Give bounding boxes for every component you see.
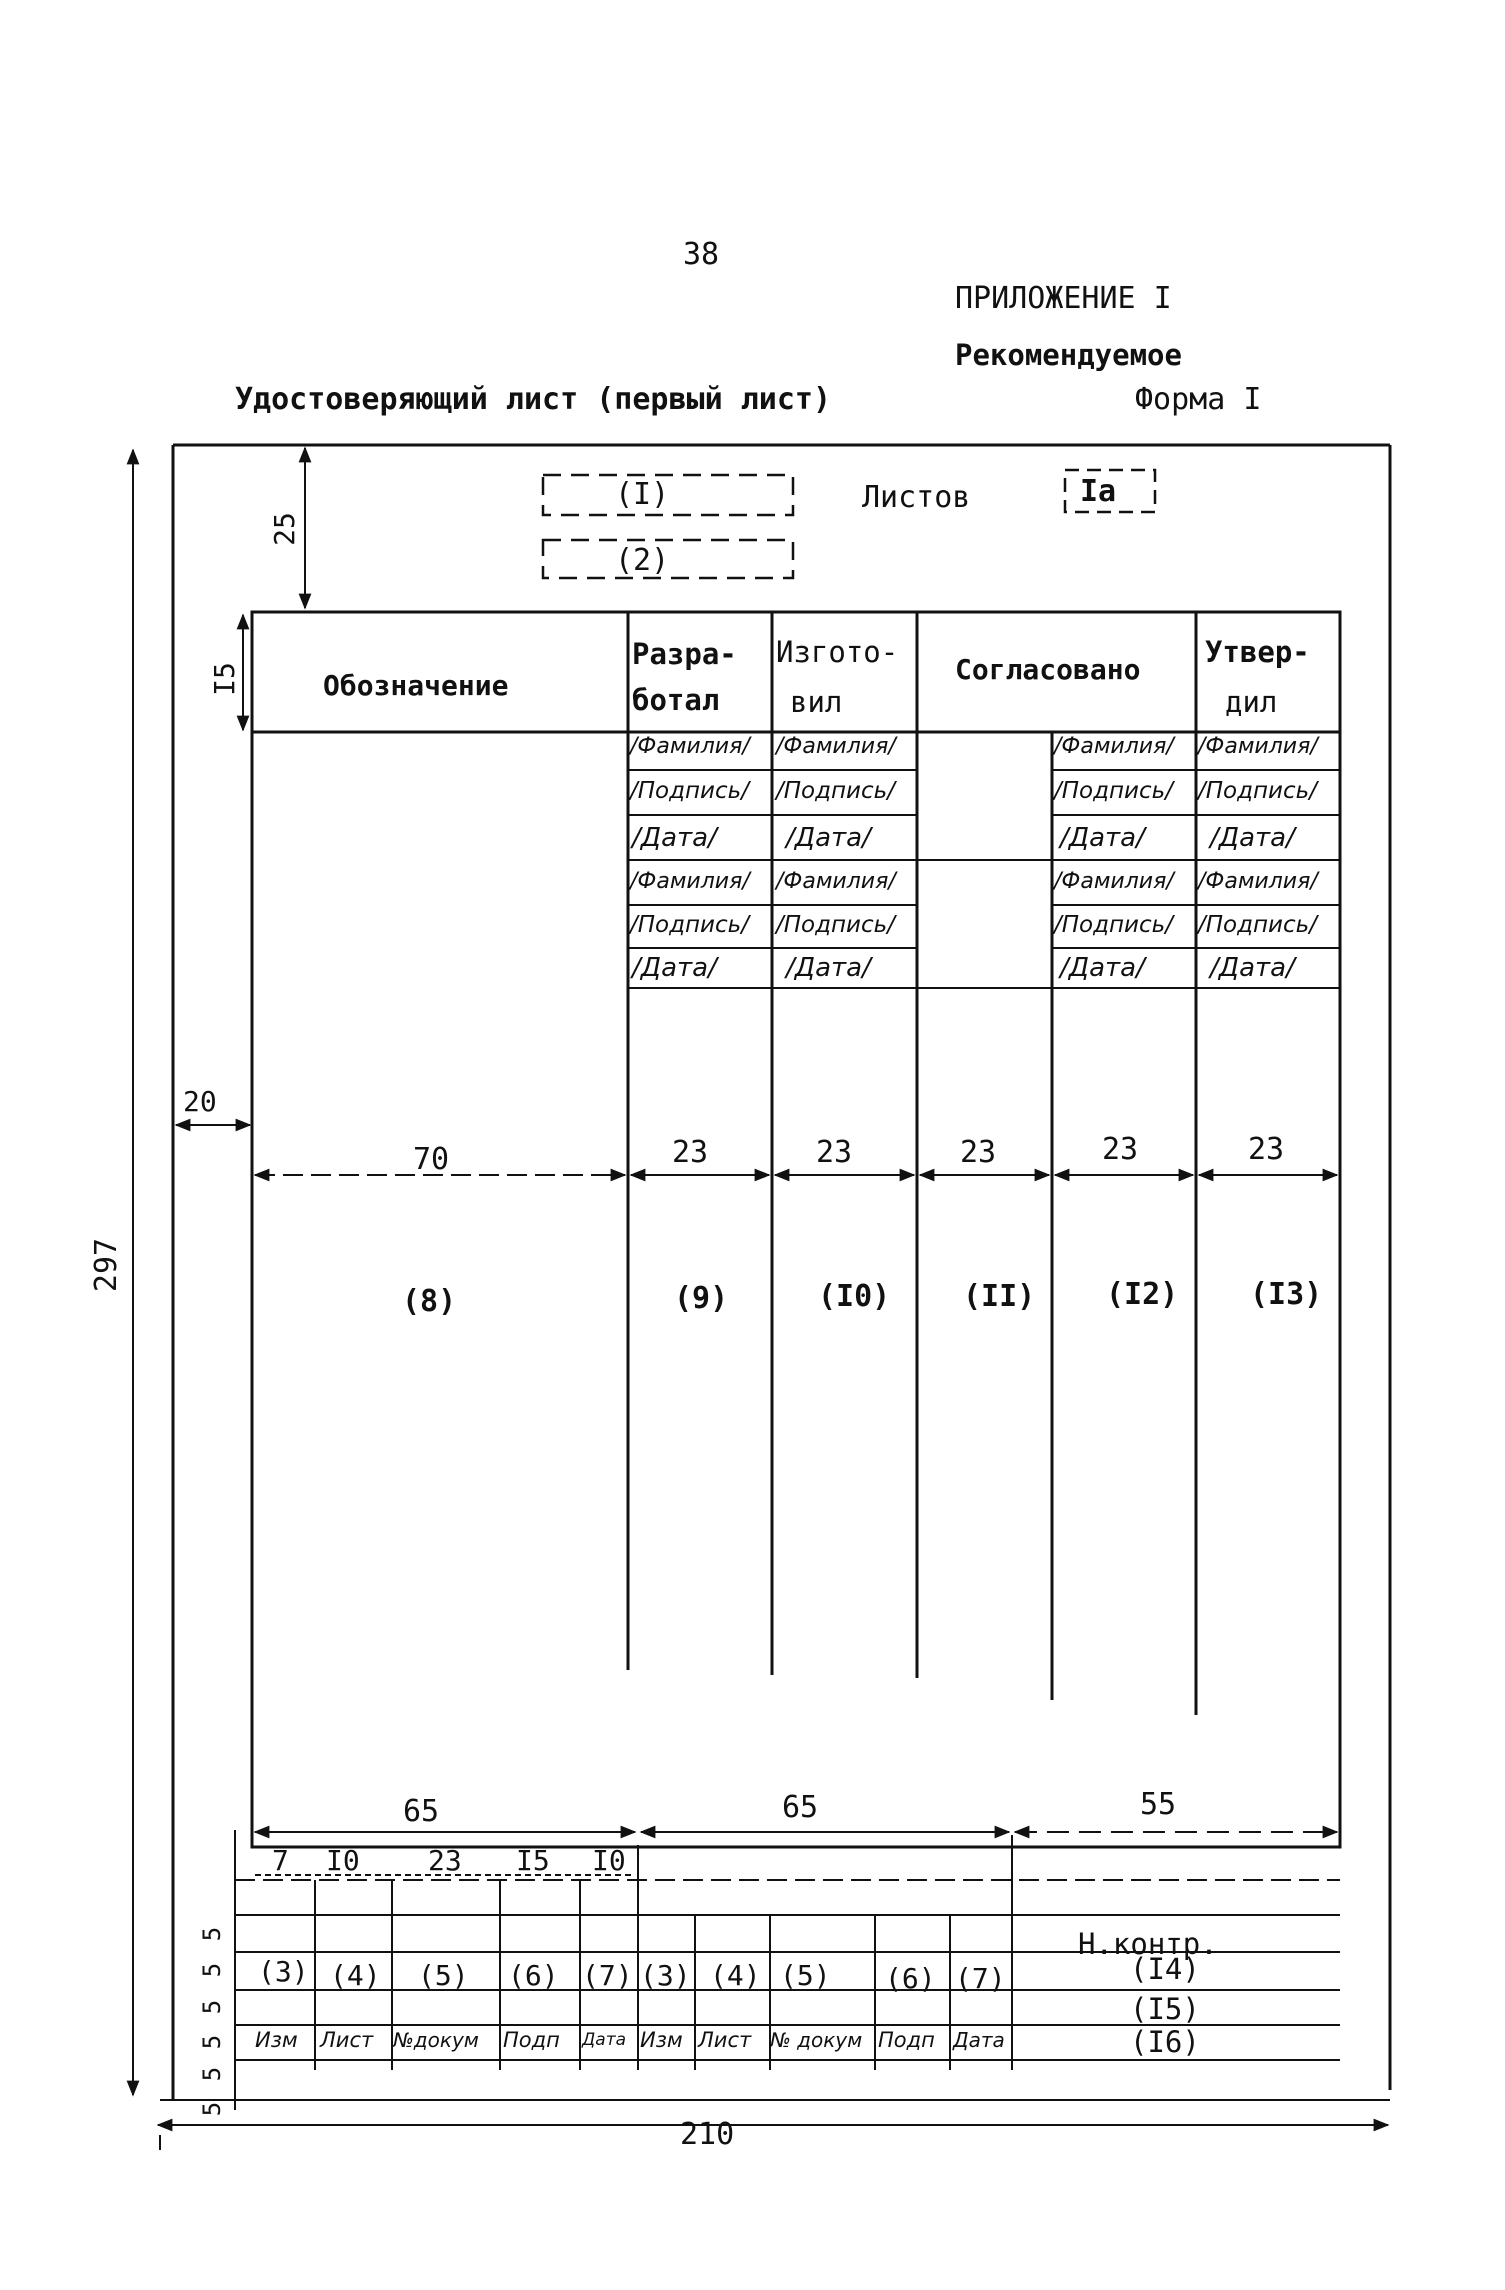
dim-col-11: 23 — [960, 1135, 997, 1170]
sig-signature: /Подпись/ — [776, 778, 895, 804]
stamp-number: (5) — [418, 1959, 469, 1992]
sig-surname: /Фамилия/ — [630, 734, 750, 759]
appendix-title: ПРИЛОЖЕНИЕ I — [955, 281, 1172, 316]
column-number-11: (II) — [963, 1279, 1036, 1314]
sig-surname: /Фамилия/ — [776, 734, 896, 759]
stamp-number: (3) — [258, 1955, 309, 1988]
dim-stamp-col-5: I0 — [592, 1844, 626, 1877]
sig-surname: /Фамилия/ — [1054, 869, 1174, 894]
sig-signature: /Подпись/ — [1198, 778, 1317, 804]
dim-stamp-col-1: 7 — [272, 1844, 289, 1877]
sig-date: /Дата/ — [786, 953, 871, 983]
header-designation: Обозначение — [323, 669, 509, 702]
sig-date: /Дата/ — [1060, 953, 1145, 983]
header-developed-1: Разра- — [632, 637, 737, 671]
sig-date: /Дата/ — [632, 823, 717, 853]
sig-surname: /Фамилия/ — [776, 869, 896, 894]
column-number-9: (9) — [674, 1281, 729, 1316]
field-1a: Ia — [1080, 474, 1117, 509]
sheets-label: Листов — [862, 480, 971, 515]
stamp-label: Подп — [503, 2028, 560, 2052]
stamp-label: Подп — [878, 2028, 935, 2052]
sig-surname: /Фамилия/ — [1054, 734, 1174, 759]
dim-col-13: 23 — [1248, 1132, 1285, 1167]
dim-stamp-col-3: 23 — [428, 1844, 462, 1877]
dim-row-4: 5 — [198, 2034, 227, 2050]
stamp-label: Дата — [582, 2030, 627, 2050]
sig-signature: /Подпись/ — [776, 912, 895, 938]
field-16: (I6) — [1130, 2025, 1200, 2059]
field-15: (I5) — [1130, 1992, 1200, 2026]
dim-left-margin: 20 — [183, 1085, 217, 1118]
stamp-number: (6) — [885, 1962, 936, 1995]
norm-control: Н.контр. — [1078, 1927, 1218, 1961]
header-agreed: Согласовано — [955, 653, 1141, 686]
dim-stamp-1: 65 — [403, 1794, 440, 1829]
stamp-label: Лист — [320, 2028, 374, 2052]
field-14: (I4) — [1130, 1952, 1200, 1986]
dim-stamp-3: 55 — [1140, 1787, 1177, 1822]
dim-row-3: 5 — [198, 1999, 227, 2015]
stamp-number: (4) — [710, 1959, 761, 1992]
dim-row-2: 5 — [198, 1962, 227, 1978]
dim-row-6: 5 — [198, 2101, 227, 2117]
header-made-2: вил — [790, 685, 843, 719]
page-number: 38 — [683, 237, 720, 272]
sig-date: /Дата/ — [1210, 823, 1295, 853]
sig-date: /Дата/ — [786, 823, 871, 853]
dim-col-10: 23 — [816, 1135, 853, 1170]
stamp-label: Изм — [640, 2028, 683, 2052]
sig-surname: /Фамилия/ — [630, 869, 750, 894]
dim-total-height: 297 — [89, 1237, 125, 1293]
header-made-1: Изгото- — [776, 635, 899, 669]
dim-col-12: 23 — [1102, 1132, 1139, 1167]
dim-top-margin: 25 — [267, 512, 301, 546]
sig-surname: /Фамилия/ — [1198, 869, 1318, 894]
header-approved-2: дил — [1225, 685, 1278, 719]
column-number-13: (I3) — [1250, 1277, 1323, 1312]
dim-col-9: 23 — [672, 1135, 709, 1170]
sig-signature: /Подпись/ — [1054, 778, 1173, 804]
sheet-title: Удостоверяющий лист (первый лист) — [235, 382, 832, 417]
column-number-8: (8) — [402, 1284, 457, 1319]
dim-header-height: I5 — [207, 662, 241, 696]
stamp-number: (5) — [780, 1959, 831, 1992]
column-number-10: (I0) — [818, 1279, 891, 1314]
dim-col-8: 70 — [413, 1142, 450, 1177]
stamp-label: №докум — [393, 2028, 479, 2052]
stamp-label: Изм — [255, 2028, 298, 2052]
field-2: (2) — [615, 543, 670, 578]
dim-stamp-col-4: I5 — [516, 1844, 550, 1877]
sig-date: /Дата/ — [1060, 823, 1145, 853]
header-developed-2: ботал — [632, 683, 720, 717]
appendix-status: Рекомендуемое — [955, 338, 1182, 372]
header-approved-1: Утвер- — [1205, 635, 1310, 669]
stamp-label: Лист — [698, 2028, 752, 2052]
sig-signature: /Подпись/ — [1198, 912, 1317, 938]
stamp-number: (3) — [640, 1959, 691, 1992]
sig-signature: /Подпись/ — [1054, 912, 1173, 938]
dim-stamp-col-2: I0 — [326, 1844, 360, 1877]
dim-row-5: 5 — [198, 2066, 227, 2082]
dim-total-width: 210 — [680, 2117, 735, 2152]
sig-surname: /Фамилия/ — [1198, 734, 1318, 759]
dim-stamp-2: 65 — [782, 1790, 819, 1825]
sig-signature: /Подпись/ — [630, 912, 749, 938]
stamp-number: (6) — [508, 1959, 559, 1992]
stamp-number: (4) — [330, 1959, 381, 1992]
dim-row-1: 5 — [198, 1926, 227, 1942]
sig-date: /Дата/ — [632, 953, 717, 983]
stamp-label: № докум — [770, 2028, 863, 2052]
form-label: Форма I — [1135, 382, 1262, 417]
stamp-label: Дата — [953, 2028, 1005, 2052]
sig-signature: /Подпись/ — [630, 778, 749, 804]
stamp-number: (7) — [582, 1959, 633, 1992]
field-1: (I) — [615, 477, 670, 512]
column-number-12: (I2) — [1106, 1277, 1179, 1312]
stamp-number: (7) — [955, 1962, 1006, 1995]
sig-date: /Дата/ — [1210, 953, 1295, 983]
